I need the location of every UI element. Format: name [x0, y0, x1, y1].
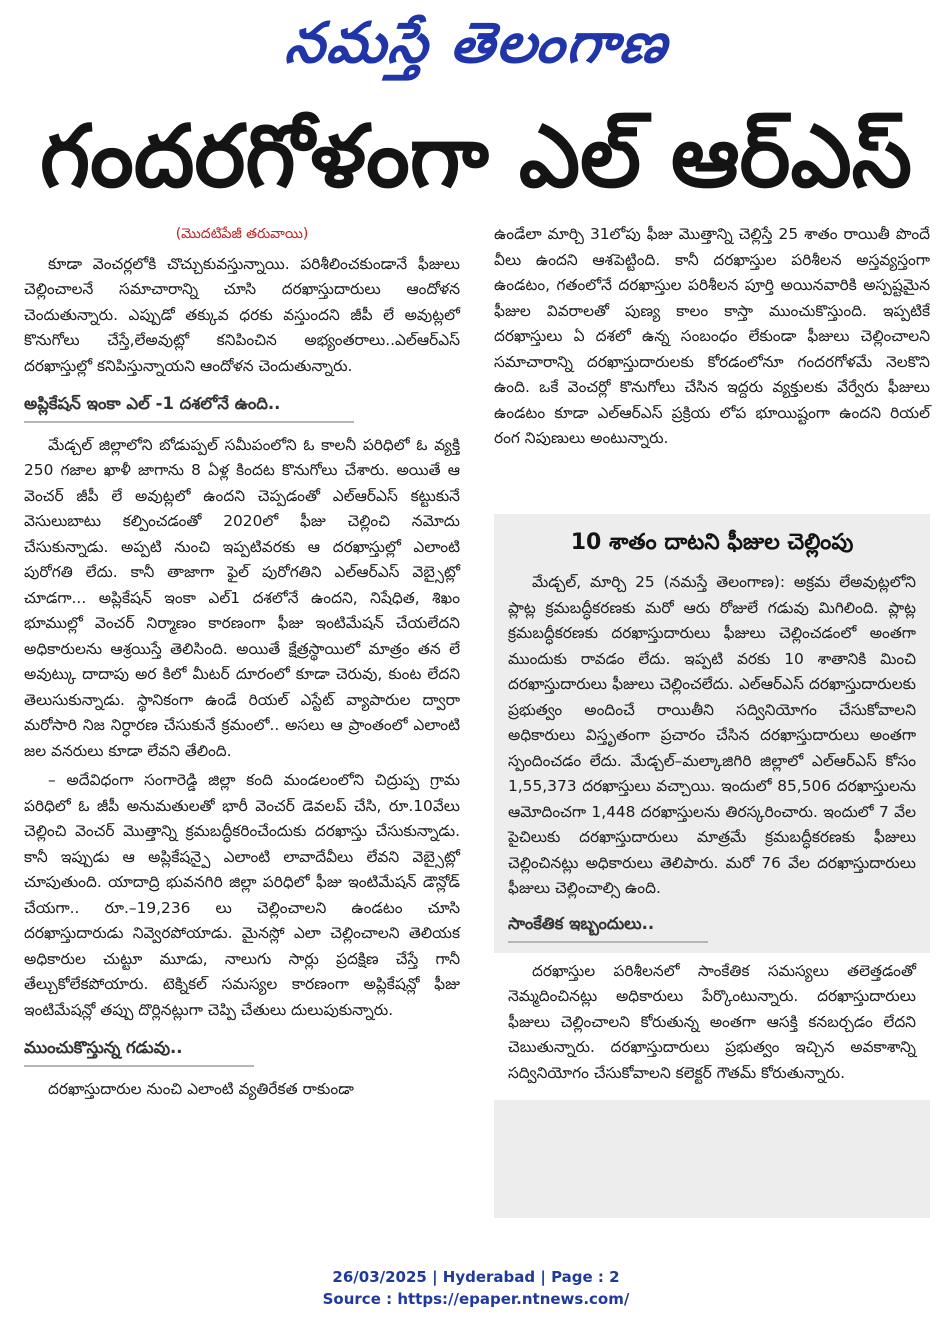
box-paragraph-2: దరఖాస్తుల పరిశీలనలో సాంకేతిక సమస్యలు తలెత్తడంతో నెమ్మదించినట్లు అధికారులు పేర్కొంటున్నారు. దరఖాస్తుదారులు ఫీజులు చెల్లించాలని కోరుతున్న అంతగా ఆసక్తి కనబర్చడం లేదని చెబుతున్నారు. దరఖాస్తుదారులు ప్రభుత్వం ఇచ్చిన అవకాశాన్ని సద్వినియోగం చేసుకోవాలని కలెక్టర్ గౌతమ్ కోరుతున్నారు. [508, 961, 916, 1082]
subhead-deadline: ముంచుకొస్తున్న గడువు.. [24, 1029, 254, 1067]
left-column [24, 222, 460, 1106]
footer [0, 1266, 952, 1310]
headline-text: గందరగోళంగా ఎల్ ఆర్ఎస్ [39, 107, 913, 207]
right-paragraph-1: ఉండేలా మార్చి 31లోపు ఫీజు మొత్తాన్ని చెల్లిస్తే 25 శాతం రాయితీ పొందే వీలు ఉందని ఆశపెట్టింది. కానీ దరఖాస్తుల పరిశీలన అస్తవ్యస్తంగా ఉండటం, గతంలోనే దరఖాస్తుల పరిశీలన పూర్తి అయినవారికి అస్పష్టమైన ఫీజుల వివరాలతో పుణ్య కాలం కాస్తా ముంచుకొస్తుంది. ఇప్పటికే దరఖాస్తులు ఏ దశలో ఉన్న సంబంధం లేకుండా ఫీజులు చెల్లించాలని సమాచారాన్ని దరఖాస్తుదారులకు కోరడంలోనూ గందరగోళమే నెలకొని ఉంది. ఒకే వెంచర్లో కొనుగోలు చేసిన ఇద్దరు వ్యక్తులకు వేర్వేరు ఫీజులు ఉండటం కూడా ఎల్ఆర్ఎస్ ప్రక్రియ లోప భూయిష్టంగా ఉందని రియల్ రంగ నిపుణులు అంటున్నారు. [494, 225, 930, 447]
box-title: 10 శాతం దాటని ఫీజుల చెల్లింపు [570, 530, 854, 555]
left-paragraph-3: దరఖాస్తుదారుల నుంచి ఎలాంటి వ్యతిరేకత రాకుండా [48, 1079, 354, 1098]
continuation-note: (మొదటిపేజీ తరువాయి) [175, 226, 309, 242]
box-subhead-technical: సాంకేతిక ఇబ్బందులు.. [508, 908, 708, 943]
subhead-application-l1: అప్లికేషన్ ఇంకా ఎల్ -1 దశలోనే ఉంది.. [24, 385, 354, 423]
footer-source-line: Source : https://epaper.ntnews.com/ [322, 1290, 630, 1308]
headline [20, 102, 932, 212]
footer-date-line: 26/03/2025 | Hyderabad | Page : 2 [332, 1268, 620, 1286]
sidebar-box [494, 514, 930, 1218]
left-paragraph-1: మేడ్చల్ జిల్లాలోని బోడుప్పల్ సమీపంలోని ఓ కాలనీ పరిధిలో ఓ వ్యక్తి 250 గజాల ఖాళీ జాగాను 8 ఏళ్ల కిందట కొనుగోలు చేశారు. అయితే ఆ వెంచర్ జీపీ లే అవుట్లలో ఉందని చెప్పడంతో ఎల్ఆర్ఎస్ కట్టుకునే వెసులుబాటు కల్పించడంతో 2020లో ఫీజు చెల్లించి నమోదు చేసుకున్నాడు. అప్పటి నుంచి ఇప్పటివరకు ఆ దరఖాస్తుల్లో ఎలాంటి పురోగతి లేదు. కానీ తాజాగా ఫైల్ పురోగతిని ఎల్ఆర్ఎస్ వెబ్సైట్లో చూడగా... అప్లికేషన్ ఇంకా ఎల్1 దశలోనే ఉందని, నిషేధిత, శిఖం భూముల్లో వెంచర్ నిర్మాణం కారణంగా ఫీజు ఇంటిమేషన్ చేయలేదని అధికారులను ఆశ్రయిస్తే తెలిసింది. అయితే క్షేత్రస్థాయిలో మాత్రం తన లే అవుట్కు దాదాపు అర కిలో మీటర్ దూరంలో కూడా చెరువు, కుంట లేదని తెలుసుకున్నాడు. స్థానికంగా ఉండే రియల్ ఎస్టేట్ వ్యాపారుల ద్వారా మరోసారి నిజ నిర్ధారణ చేసుకునే క్రమంలో.. అసలు ఆ ప్రాంతంలో ఎలాంటి జల వనరులు కూడా లేవని తేలింది. [24, 435, 460, 760]
box-paragraph-2-wrap [494, 953, 930, 1101]
masthead [0, 0, 952, 100]
box-paragraph-1: మేడ్చల్, మార్చి 25 (నమస్తే తెలంగాణ): అక్రమ లేఅవుట్లలోని ప్లాట్ల క్రమబద్ధీకరణకు మరో ఆరు రోజులే గడువు మిగిలింది. ప్లాట్ల క్రమబద్ధీకరణకు దరఖాస్తుదారులు ఫీజులు చెల్లించడంలో అంతగా ముందుకు రావడం లేదు. ఇప్పటి వరకు 10 శాతానికి మించి దరఖాస్తుదారులు ఫీజులు చెల్లించలేదు. ఎల్ఆర్ఎస్ దరఖాస్తుదారులకు ప్రభుత్వం అందించే రాయితీని సద్వినియోగం చేసుకోవాలని అధికారులు విస్తృతంగా ప్రచారం చేసిన దరఖాస్తుదారులు అంతగా స్పందించడం లేదు. మేడ్చల్–మల్కాజిగిరి జిల్లాలో ఎల్ఆర్ఎస్ కోసం 1,55,373 దరఖాస్తులు వచ్చాయి. ఇందులో 85,506 దరఖాస్తులను ఆమోదించగా 1,448 దరఖాస్తులను తిరస్కరించారు. ఇందులో 7 వేల పైచిలుకు దరఖాస్తుదారులు మాత్రమే క్రమబద్ధీకరణకు ఫీజులు చెల్లించినట్లు అధికారులు తెలిపారు. మరో 76 వేల దరఖాస్తుదారులు ఫీజులు చెల్లించాల్సి ఉంది. [508, 573, 916, 897]
masthead-title: నమస్తే తెలంగాణ [281, 10, 672, 76]
left-paragraph-2: – అదేవిధంగా సంగారెడ్డి జిల్లా కంది మండలంలోని చిద్రుప్ప గ్రామ పరిధిలో ఓ జీపీ అనుమతులతో భారీ వెంచర్ డెవలప్ చేసి, రూ.10వేలు చెల్లించి వెంచర్ మొత్తాన్ని క్రమబద్ధీకరించేందుకు దరఖాస్తు చేసుకున్నాడు. కానీ ఇప్పుడు ఆ అప్లికేషన్పై ఎలాంటి లావాదేవీలు లేవని వెబ్సైట్లో చూపుతుంది. యాదాద్రి భువనగిరి జిల్లా పరిధిలో ఫీజు ఇంటిమేషన్ డౌన్లోడ్ చేయగా.. రూ.–19,236 లు చెల్లించాలని ఉండటం చూసి దరఖాస్తుదారుడు నివ్వెరపోయాడు. మైనస్లో ఎలా చెల్లించాలని తెలియక అధికారుల చుట్టూ మూడు, నాలుగు సార్లు ప్రదక్షిణ చేస్తే గానీ తేల్చుకోలేకపోయారు. టెక్నికల్ సమస్యల కారణంగా అప్లికేషన్లో ఫీజు ఇంటిమేషన్లో తప్పు దొర్లినట్లుగా చెప్పి చేతులు దులుపుకున్నారు. [24, 771, 460, 1019]
left-intro-paragraph: కూడా వెంచర్లలోకి చొచ్చుకువస్తున్నాయి. పరిశీలించకుండానే ఫీజులు చెల్లించాలనే సమాచారాన్ని చూసి దరఖాస్తుదారులు ఆందోళన చెందుతున్నారు. ఎప్పుడో తక్కువ ధరకు వస్తుందని జీపీ లే అవుట్లలో కొనుగోలు చేస్తే,లేఅవుట్లో కనిపించిన అభ్యంతరాలు..ఎల్ఆర్ఎస్ దరఖాస్తుల్లో కనిపిస్తున్నాయని ఆందోళన చెందుతున్నారు. [24, 254, 460, 375]
right-column [494, 222, 930, 456]
